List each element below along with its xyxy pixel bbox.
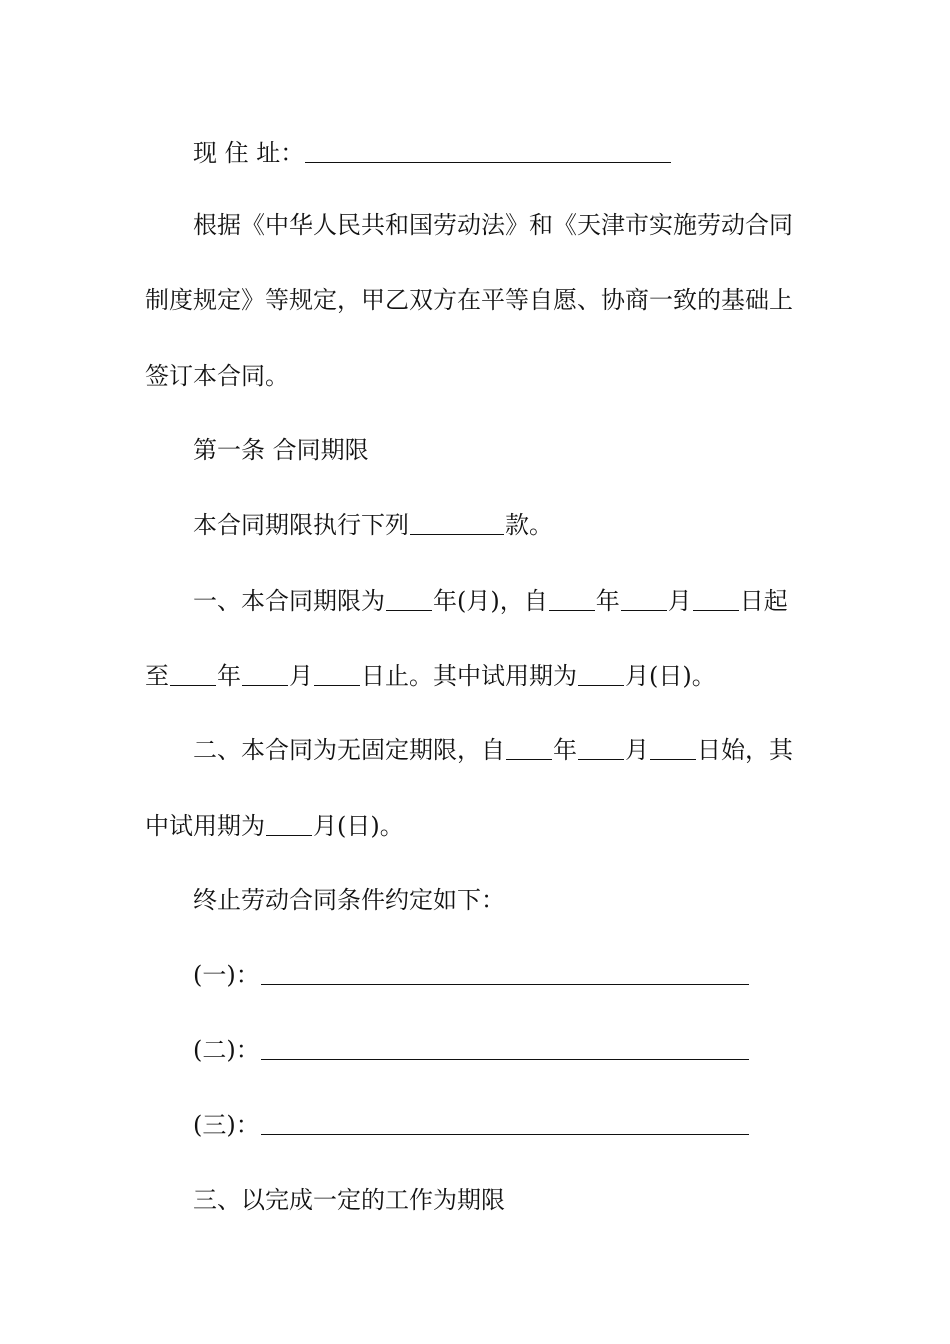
condition-label: (二)： [193,1036,260,1064]
end-year-blank [170,663,216,686]
open-start-year-blank [506,737,552,760]
intro-line-3: 签订本合同。 [145,362,289,390]
open-start-month-blank [578,737,624,760]
open-term-text: 月(日)。 [313,812,404,840]
fixed-term-line-2 [145,660,810,692]
term-length-blank [386,588,432,611]
term-selection-line [145,509,858,541]
fixed-term-text: 月 [667,587,692,615]
open-term-text: 中试用期为 [145,812,265,840]
fixed-term-text: 月 [289,662,313,690]
termination-condition-1 [145,959,858,991]
open-probation-blank [266,813,312,836]
open-start-day-blank [650,737,696,760]
condition-blank [261,1037,749,1060]
termination-condition-2 [145,1034,858,1066]
end-month-blank [242,663,288,686]
start-day-blank [693,588,739,611]
termination-condition-3 [145,1109,858,1141]
open-term-text: 月 [625,736,649,764]
address-label: 现 住 址： [193,139,305,167]
intro-line-2: 制度规定》等规定，甲乙双方在平等自愿、协商一致的基础上 [145,286,793,314]
condition-label: (一)： [193,961,260,989]
term-selection-suffix: 款。 [505,511,553,539]
termination-heading: 终止劳动合同条件约定如下： [193,886,505,914]
end-day-blank [314,663,360,686]
article-1-title: 第一条 合同期限 [193,436,369,464]
condition-blank [261,1112,749,1135]
fixed-term-text: 年 [217,662,241,690]
open-term-text: 二、本合同为无固定期限，自 [193,736,505,764]
fixed-term-text: 日止。其中试用期为 [361,662,577,690]
fixed-term-text: 日起 [739,587,788,615]
open-term-line-2 [145,810,810,842]
fixed-term-text: 一、本合同期限为 [193,587,385,615]
fixed-term-text: 至 [145,662,169,690]
condition-blank [261,962,749,985]
open-term-text: 日始，其 [697,736,793,764]
task-term-line: 三、以完成一定的工作为期限 [193,1186,505,1214]
fixed-term-text: 年(月)，自 [433,587,548,615]
address-line [145,137,858,169]
clause-number-blank [410,512,504,535]
fixed-term-text: 月(日)。 [625,662,716,690]
intro-line-1: 根据《中华人民共和国劳动法》和《天津市实施劳动合同 [193,211,793,239]
fixed-term-line-1 [145,585,858,617]
open-term-line-1 [145,734,858,766]
probation-blank [578,663,624,686]
address-blank [305,140,671,163]
term-selection-text: 本合同期限执行下列 [193,511,409,539]
start-month-blank [621,588,667,611]
open-term-text: 年 [553,736,577,764]
start-year-blank [549,588,595,611]
condition-label: (三)： [193,1111,260,1139]
fixed-term-text: 年 [595,587,620,615]
